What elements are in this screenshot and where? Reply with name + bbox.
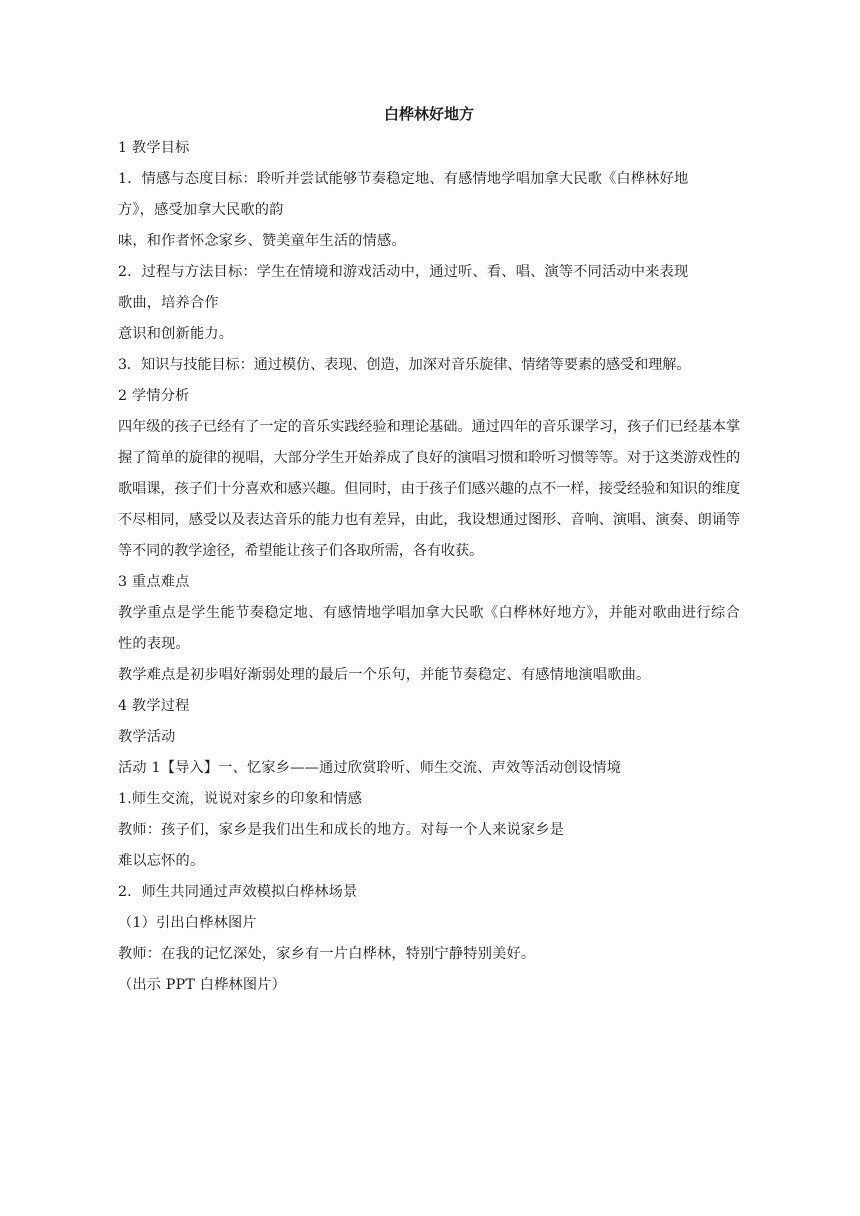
goal-emotion — [118, 164, 740, 226]
goal-emotion-line-3: 味，和作者怀念家乡、赞美童年生活的情感。 — [118, 233, 406, 249]
section-heading-process: 4 教学过程 — [118, 698, 190, 714]
goal-process-line-3: 意识和创新能力。 — [118, 326, 234, 342]
section-heading-goals: 1 教学目标 — [118, 140, 190, 156]
goal-process-line-2: 歌曲，培养合作 — [118, 295, 219, 311]
section-heading-analysis: 2 学情分析 — [118, 388, 190, 404]
step-2: 2．师生共同通过声效模拟白桦林场景 — [118, 884, 358, 900]
document-title: 白桦林好地方 — [383, 105, 474, 123]
goal-process-line-1: 2．过程与方法目标：学生在情境和游戏活动中，通过听、看、唱、演等不同活动中来表现 — [118, 264, 689, 280]
difficulty-paragraph: 教学难点是初步唱好渐弱处理的最后一个乐句，并能节奏稳定、有感情地演唱歌曲。 — [118, 667, 651, 683]
teacher-line-1: 教师：孩子们，家乡是我们出生和成长的地方。对每一个人来说家乡是 — [118, 822, 565, 838]
goal-process — [118, 257, 740, 319]
teacher-line-1-cont: 难以忘怀的。 — [118, 853, 205, 869]
teacher-line-2: 教师：在我的记忆深处，家乡有一片白桦林，特别宁静特别美好。 — [118, 946, 536, 962]
goal-knowledge: 3．知识与技能目标：通过模仿、表现、创造，加深对音乐旋律、情绪等要素的感受和理解。 — [118, 357, 691, 373]
analysis-paragraph: 四年级的孩子已经有了一定的音乐实践经验和理论基础。通过四年的音乐课学习，孩子们已经基本掌握了简单的旋律的视唱，大部分学生开始养成了良好的演唱习惯和聆听习惯等等。对于这类游戏性的歌唱课，孩子们十分喜欢和感兴趣。但同时，由于孩子们感兴趣的点不一样，接受经验和知识的维度不尽相同，感受以及表达音乐的能力也有差异，由此，我设想通过图形、音响、演唱、演奏、朗诵等等不同的教学途径，希望能让孩子们各取所需，各有收获。 — [118, 419, 740, 559]
ppt-note: （出示 PPT 白桦林图片） — [118, 977, 287, 993]
goal-emotion-line-1: 1．情感与态度目标：聆听并尝试能够节奏稳定地、有感情地学唱加拿大民歌《白桦林好地 — [118, 171, 689, 187]
section-heading-keypoints: 3 重点难点 — [118, 574, 190, 590]
document-page — [118, 104, 740, 1006]
activity-1-intro: 活动 1【导入】一、忆家乡——通过欣赏聆听、师生交流、声效等活动创设情境 — [118, 760, 622, 776]
step-1: 1.师生交流，说说对家乡的印象和情感 — [118, 791, 363, 807]
goal-emotion-line-2: 方》，感受加拿大民歌的韵 — [118, 202, 284, 218]
key-point-paragraph: 教学重点是学生能节奏稳定地、有感情地学唱加拿大民歌《白桦林好地方》，并能对歌曲进行综合性的表现。 — [118, 605, 740, 652]
activities-label: 教学活动 — [118, 729, 176, 745]
step-2-sub-1: （1）引出白桦林图片 — [118, 915, 257, 931]
